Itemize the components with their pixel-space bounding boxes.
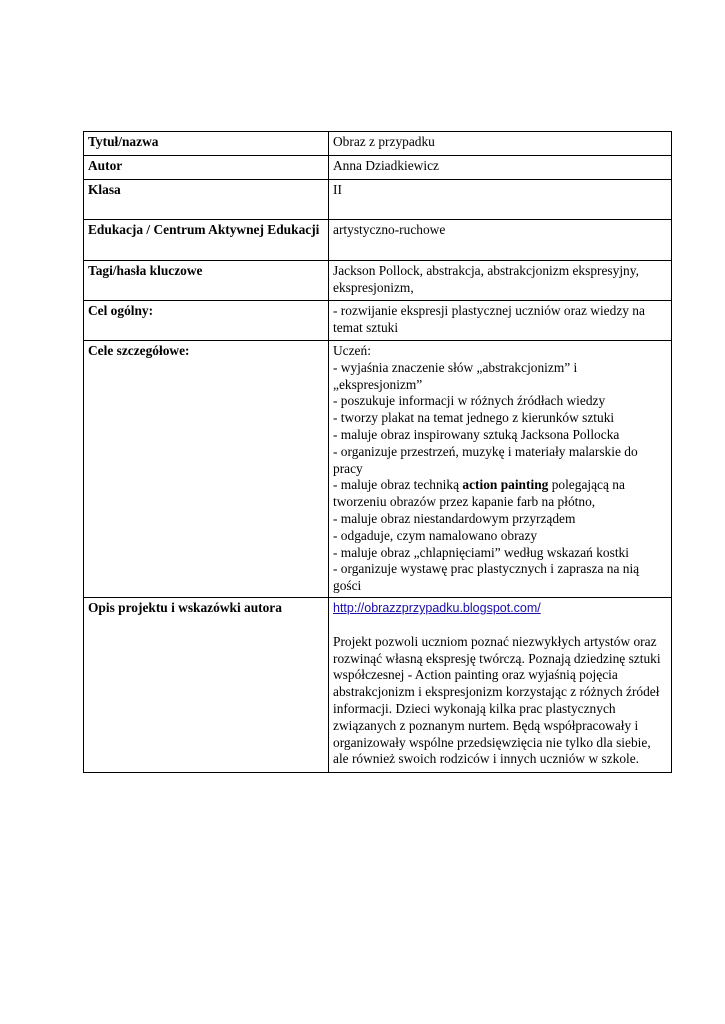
- label-description: Opis projektu i wskazówki autora: [84, 597, 329, 772]
- value-specific-goals: [329, 341, 672, 598]
- project-table: [83, 131, 672, 773]
- blog-link[interactable]: http://obrazzprzypadku.blogspot.com/: [333, 600, 541, 615]
- table-row: [84, 597, 672, 772]
- value-class: II: [329, 180, 672, 220]
- value-tags: Jackson Pollock, abstrakcja, abstrakcjonizm ekspresyjny, ekspresjonizm,: [329, 261, 672, 301]
- list-item: - tworzy plakat na temat jednego z kierunków sztuki: [333, 410, 615, 426]
- label-author: Autor: [84, 156, 329, 180]
- table-row: [84, 341, 672, 598]
- list-item: - organizuje wystawę prac plastycznych i zaprasza na nią gości: [333, 561, 640, 594]
- description-text: Projekt pozwoli uczniom poznać niezwykłych artystów oraz rozwinąć własną ekspresję twórczą. Poznają dziedzinę sztuki współczesnej - Action painting oraz wyjaśnią pojęcia abstrakcjonizm i ekspresjonizm korzystając z różnych źródeł informacji. Dzieci wykonają kilka prac plastycznych związanych z poznanym nurtem. Będą współpracowały i organizowały wspólne przedsięwzięcia nie tylko dla siebie, ale również swoich rodziców i innych uczniów w szkole.: [333, 633, 661, 767]
- label-general-goal: Cel ogólny:: [84, 301, 329, 341]
- goals-intro: Uczeń:: [333, 343, 371, 358]
- list-item: - maluje obraz „chlapnięciami” według wskazań kostki: [333, 544, 629, 560]
- action-painting-bold: action painting: [462, 477, 549, 493]
- table-row: [84, 132, 672, 156]
- action-pre: - maluje obraz techniką: [333, 477, 463, 493]
- value-title: Obraz z przypadku: [329, 132, 672, 156]
- action-post: polegającą na tworzeniu obrazów przez kapanie farb na płótno,: [333, 477, 625, 510]
- list-item: - maluje obraz niestandardowym przyrządem: [333, 510, 576, 526]
- value-description: [329, 597, 672, 772]
- spacer: [333, 617, 667, 634]
- value-author: Anna Dziadkiewicz: [329, 156, 672, 180]
- label-title: Tytuł/nazwa: [84, 132, 329, 156]
- list-item: - organizuje przestrzeń, muzykę i materiały malarskie do pracy: [333, 443, 638, 476]
- label-education: Edukacja / Centrum Aktywnej Edukacji: [84, 220, 329, 261]
- table-row: [84, 301, 672, 341]
- value-general-goal: - rozwijanie ekspresji plastycznej uczniów oraz wiedzy na temat sztuki: [329, 301, 672, 341]
- list-item: - poszukuje informacji w różnych źródłach wiedzy: [333, 393, 606, 409]
- table-row: [84, 261, 672, 301]
- label-class: Klasa: [84, 180, 329, 220]
- value-education: artystyczno-ruchowe: [329, 220, 672, 261]
- table-row: [84, 220, 672, 261]
- label-specific-goals: Cele szczegółowe:: [84, 341, 329, 598]
- label-tags: Tagi/hasła kluczowe: [84, 261, 329, 301]
- list-item: - odgaduje, czym namalowano obrazy: [333, 527, 538, 543]
- table-row: [84, 156, 672, 180]
- list-item: [333, 477, 667, 511]
- list-item: - maluje obraz inspirowany sztuką Jacksona Pollocka: [333, 426, 620, 442]
- list-item: - wyjaśnia znaczenie słów „abstrakcjonizm” i „ekspresjonizm”: [333, 359, 578, 392]
- table-row: [84, 180, 672, 220]
